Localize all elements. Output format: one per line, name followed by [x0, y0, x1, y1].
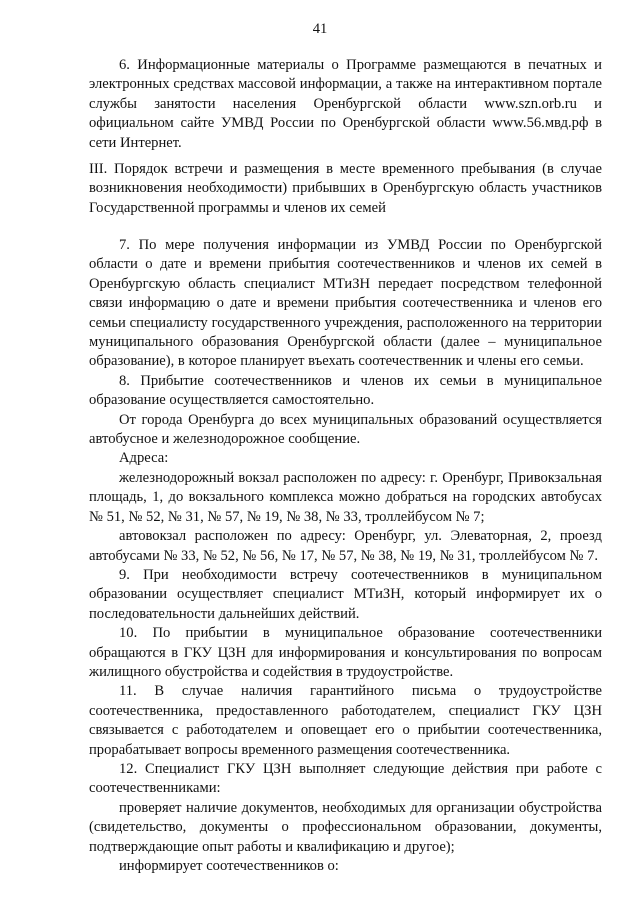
page-number: 41 [312, 21, 328, 37]
paragraph-12-item-documents: проверяет наличие документов, необходимых для организации обустройства (свидетельство, документы о профессиональном образовании, документы, подтверждающие опыт работы и квалификацию и другое); [89, 799, 602, 855]
paragraph-9: 9. При необходимости встречу соотечественников в муниципальном образовании осуществляет специалист МТиЗН, который информирует их о последовательности дальнейших действий. [89, 566, 602, 622]
section-heading: III. Порядок встречи и размещения в месте временного пребывания (в случае возникновения необходимости) прибывших в Оренбургскую область участников Государственной программы и членов их семей [89, 161, 602, 216]
paragraph-8: 8. Прибытие соотечественников и членов их семьи в муниципальное образование осуществляется самостоятельно. [89, 372, 602, 409]
address-bus-station: автовокзал расположен по адресу: Оренбург, ул. Элеваторная, 2, проезд автобусами № 33, № 52, № 56, № 17, № 57, № 38, № 19, № 31, троллейбусом № 7. [89, 528, 602, 564]
paragraph-12: 12. Специалист ГКУ ЦЗН выполняет следующие действия при работе с соотечественниками: [89, 760, 602, 797]
paragraph-10: 10. По прибытии в муниципальное образование соотечественники обращаются в ГКУ ЦЗН для информирования и консультирования по вопросам жилищного обустройства и содействия в трудоустройстве. [89, 625, 602, 680]
addresses-label: Адреса: [119, 450, 169, 467]
main-text-block [89, 236, 602, 876]
paragraph-7: 7. По мере получения информации из УМВД России по Оренбургской области о дате и времени прибытия соотечественников и членов их семей в Оренбургскую область специалист МТиЗН передает посредством телефонной связи информацию о дате и времени прибытия соотечественника и членов его семьи специалисту государственного учреждения, расположенного на территории муниципального образования Оренбургской области (далее – муниципальное образование), в которое планирует въехать соотечественник и члены его семьи. [89, 237, 602, 370]
address-railway-station: железнодорожный вокзал расположен по адресу: г. Оренбург, Привокзальная площадь, 1, до вокзального комплекса можно добраться на городских автобусах № 51, № 52, № 31, № 57, № 19, № 38, № 33, троллейбусом № 7; [89, 469, 602, 525]
paragraph-6-block [89, 56, 602, 153]
paragraph-6: 6. Информационные материалы о Программе размещаются в печатных и электронных средствах массовой информации, а также на интерактивном портале службы занятости населения Оренбургской области www.szn.orb.ru и официальном сайте УМВД России по Оренбургской области www.56.мвд.рф в сети Интернет. [89, 57, 602, 151]
section-heading-block [89, 160, 602, 218]
paragraph-8-transport: От города Оренбурга до всех муниципальных образований осуществляется автобусное и железнодорожное сообщение. [89, 411, 602, 448]
paragraph-12-item-inform: информирует соотечественников о: [119, 858, 339, 874]
paragraph-11: 11. В случае наличия гарантийного письма о трудоустройстве соотечественника, предоставленного работодателем, специалист ГКУ ЦЗН связывается с работодателем и оповещает его о прибытии соотечественника, прорабатывает вопросы временного размещения соотечественника. [89, 683, 602, 758]
